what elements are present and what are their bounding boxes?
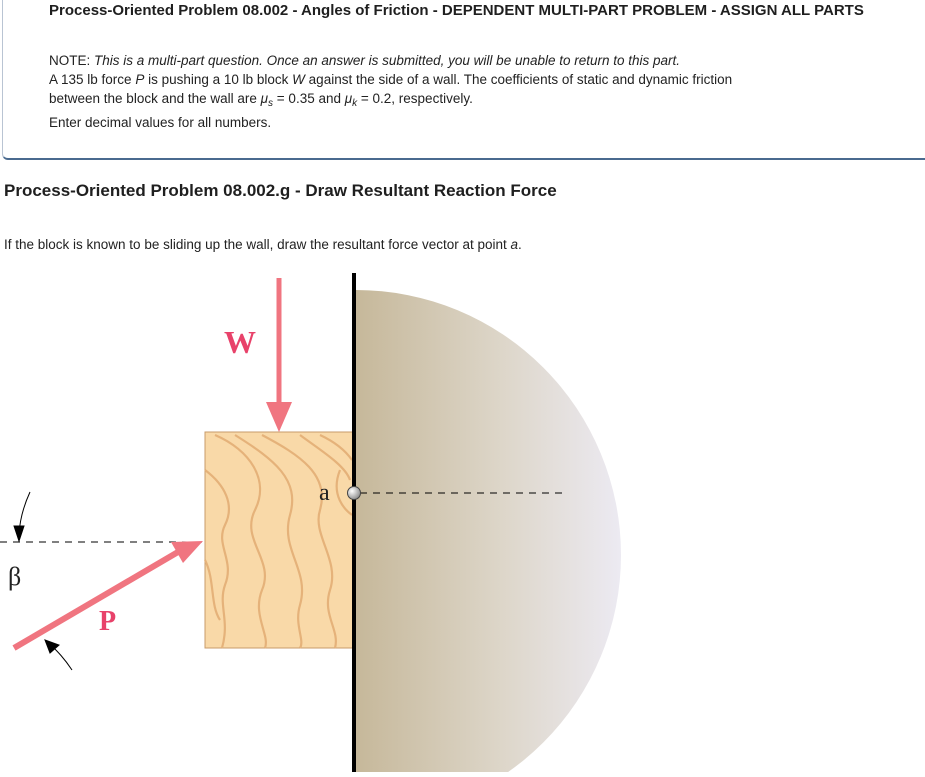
prompt-point: a (510, 237, 519, 252)
problem-title: Process-Oriented Problem 08.002 - Angles of Friction - DEPENDENT MULTI-PART PROBLEM - ASSIGN ALL PARTS (49, 2, 864, 19)
text-fragment: between the block and the wall are (49, 91, 261, 106)
label-W: W (224, 324, 256, 360)
symbol-P: P (135, 72, 145, 87)
symbol-mu-k: μ (344, 91, 353, 106)
text-fragment: is pushing a 10 lb block (144, 72, 293, 87)
weight-arrow (266, 278, 292, 432)
problem-line-friction (49, 89, 909, 113)
part-prompt (4, 237, 522, 252)
label-P: P (99, 606, 117, 637)
label-beta: β (8, 562, 22, 591)
subscript-k: k (352, 98, 358, 109)
note-text: This is a multi-part question. Once an answer is submitted, you will be unable to return to this part. (94, 53, 681, 68)
force-diagram[interactable] (0, 260, 925, 772)
subscript-s: s (268, 98, 274, 109)
text-fragment: A 135 lb force (49, 72, 136, 87)
note-line (49, 51, 909, 70)
text-fragment: against the side of a wall. The coefficients of static and dynamic friction (304, 72, 733, 87)
part-title: Process-Oriented Problem 08.002.g - Draw Resultant Reaction Force (4, 181, 557, 200)
prompt-end: . (518, 237, 522, 252)
problem-line-forces (49, 70, 909, 89)
symbol-mu-s: μ (260, 91, 269, 106)
label-a: a (319, 480, 330, 506)
text-fragment: = 0.2, respectively. (357, 91, 473, 106)
problem-instruction: Enter decimal values for all numbers. (49, 115, 272, 130)
point-a-pin[interactable] (348, 487, 361, 500)
block (205, 432, 353, 648)
problem-text (49, 51, 909, 132)
prompt-text: If the block is known to be sliding up the wall, draw the resultant force vector at point (4, 237, 511, 252)
symbol-W: W (292, 72, 305, 87)
problem-statement-box (2, 0, 925, 160)
wall-body (356, 290, 621, 772)
force-diagram-svg[interactable] (0, 260, 925, 772)
text-fragment: = 0.35 and (273, 91, 345, 106)
note-prefix: NOTE: (49, 53, 95, 68)
